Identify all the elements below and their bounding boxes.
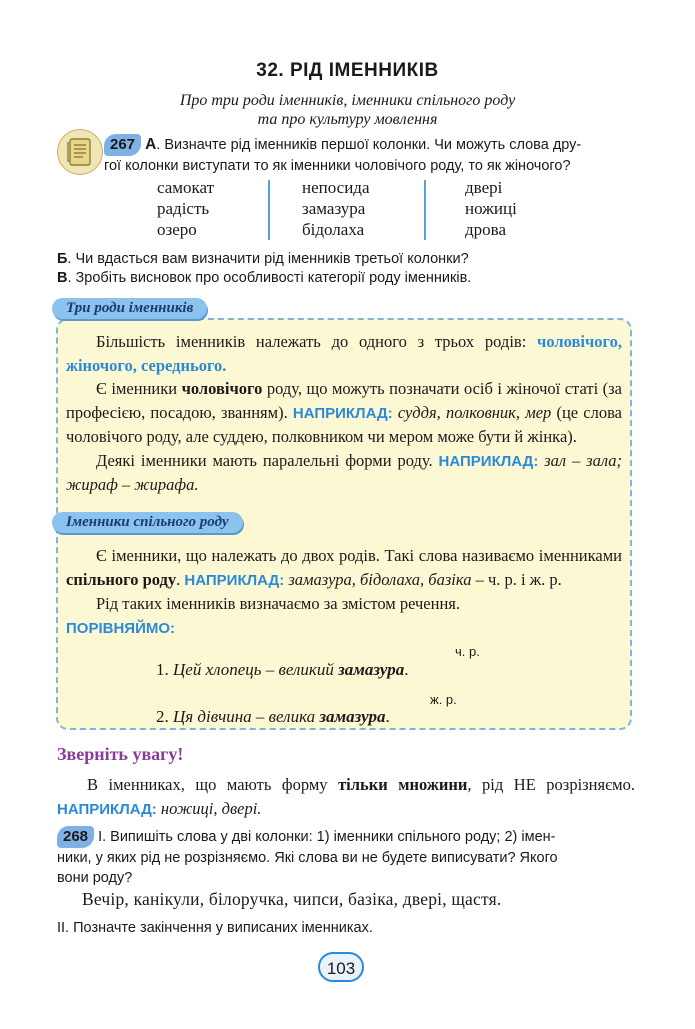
task-v-label: В [57, 270, 68, 286]
rule-text-1 [66, 330, 622, 497]
example-label: НАПРИКЛАД: [292, 404, 393, 422]
list-item: непосида [302, 178, 370, 197]
word-column-3 [465, 177, 517, 240]
rule-p4-bold: спільного роду [66, 569, 177, 589]
rule-p4-examples: замазура, бідолаха, базіка [284, 569, 472, 589]
list-item: бідолаха [302, 220, 365, 239]
compare-text: ПОРІВНЯЙМО: [66, 619, 176, 637]
example-sentence-1 [156, 660, 409, 680]
compare-label [66, 616, 622, 641]
rule-p2-c: роду, що можуть позначати осіб і жіночої статі (за професією, посадою, званням). [66, 379, 622, 422]
sentence-number: 1. [156, 660, 169, 679]
attention-t1: В іменниках, що мають форму [87, 775, 339, 794]
exercise-number-268: 268 [57, 826, 94, 848]
ex268-part-2: ІІ. Позначте закінчення у виписаних іменниках. [57, 920, 373, 936]
rule-p2-a: Є іменники [96, 379, 182, 398]
ex268-line-1: І. Випишіть слова у дві колонки: 1) іменники спільного роду; 2) імен- [98, 829, 556, 845]
page-title: 32. РІД ІМЕННИКІВ [256, 60, 439, 81]
gender-mark-feminine: ж. р. [430, 692, 457, 707]
rule-p4-a: Є іменники, що належать до двох родів. Такі слова називаємо іменниками [96, 546, 622, 565]
sentence-number: 2. [156, 707, 169, 726]
rule-p2-e: (це слова чоловічого роду, але суддею, полковником чи мером може бути й жінка). [66, 402, 622, 446]
task-a-line-1: . Визначте рід іменників першої колонки. Чи можуть слова дру- [156, 137, 582, 153]
task-v-text: . Зробіть висновок про особливості категорії роду іменників. [67, 270, 472, 286]
example-label: НАПРИКЛАД: [438, 452, 539, 470]
subtitle-line-1: Про три роди іменників, іменники спільного роду [179, 92, 516, 109]
rule-paragraph-5 [66, 592, 622, 616]
task-b [57, 249, 647, 269]
notebook-icon [57, 129, 103, 175]
sentence-text: Ця дівчина – велика [168, 707, 320, 726]
rule-p2-examples: суддя, полковник, мер [392, 402, 552, 422]
exercise-267 [104, 134, 644, 176]
attention-bold: тільки множини [338, 775, 468, 794]
page-number: 103 [318, 952, 364, 982]
example-label: НАПРИКЛАД: [57, 800, 157, 818]
task-b-text: . Чи вдасться вам визначити рід іменників третьої колонки? [67, 251, 469, 267]
rule-p1: Більшість іменників належать до одного з трьох родів: [96, 332, 527, 351]
ex268-line-2: ники, у яких рід не розрізняємо. Які слова ви не будете виписувати? Якого [57, 850, 558, 866]
gender-mark-masculine: ч. р. [455, 644, 480, 659]
list-item: двері [465, 178, 503, 197]
exercise-268 [57, 826, 637, 888]
word-column-1 [157, 177, 214, 240]
word-column-2 [302, 177, 370, 240]
attention-heading: Зверніть увагу! [57, 744, 184, 764]
attention-text [57, 773, 635, 821]
list-item: самокат [157, 178, 215, 197]
rule-p3-examples: зал – зала; жираф – жирафа. [66, 450, 622, 494]
task-a-label: А [145, 136, 157, 153]
sentence-keyword: замазура [319, 707, 386, 726]
sentence-end: . [404, 660, 409, 679]
ex268-line-3: вони роду? [57, 870, 133, 886]
example-sentence-2 [156, 707, 390, 727]
task-b-label: Б [57, 251, 68, 267]
task-a-line-2: гої колонки виступати то як іменники чоловічого роду, то як жіночого? [104, 158, 571, 174]
rule-paragraph-4 [66, 544, 622, 592]
sentence-end: . [385, 707, 390, 726]
rule-p5: Рід таких іменників визначаємо за змістом речення. [96, 594, 460, 613]
rule-paragraph-1 [66, 330, 622, 377]
sentence-keyword: замазура [338, 660, 405, 679]
attention-t1-end: , рід НЕ розрізняємо. [467, 775, 635, 794]
rule-genders: чоловічого, жіночого, середнього. [66, 332, 622, 375]
rule-heading-common-gender: Іменники спільного роду [52, 512, 243, 533]
example-label: НАПРИКЛАД: [184, 571, 285, 589]
column-divider [424, 180, 426, 240]
sentence-text: Цей хлопець – великий [168, 660, 339, 679]
rule-heading-three-genders: Три роди іменників [52, 298, 207, 319]
exercise-number-267: 267 [104, 134, 141, 156]
column-divider [268, 180, 270, 240]
rule-paragraph-3 [66, 449, 622, 497]
list-item: радість [157, 199, 210, 218]
rule-paragraph-2 [66, 377, 622, 449]
rule-p2-bold: чоловічого [181, 379, 263, 398]
attention-examples: ножиці, двері. [156, 798, 262, 818]
rule-p4-e: – ч. р. і ж. р. [471, 569, 562, 589]
task-v [57, 268, 647, 288]
list-item: замазура [302, 199, 366, 218]
rule-p3-a: Деякі іменники мають паралельні форми роду. [96, 450, 439, 470]
subtitle-line-2: та про культуру мовлення [257, 111, 438, 128]
ex268-words: Вечір, канікули, білоручка, чипси, базіка, двері, щастя. [82, 889, 502, 909]
rule-p4-c: . [176, 569, 185, 589]
list-item: ножиці [465, 199, 517, 218]
rule-text-2 [66, 544, 622, 640]
list-item: озеро [157, 220, 197, 239]
list-item: дрова [465, 220, 506, 239]
